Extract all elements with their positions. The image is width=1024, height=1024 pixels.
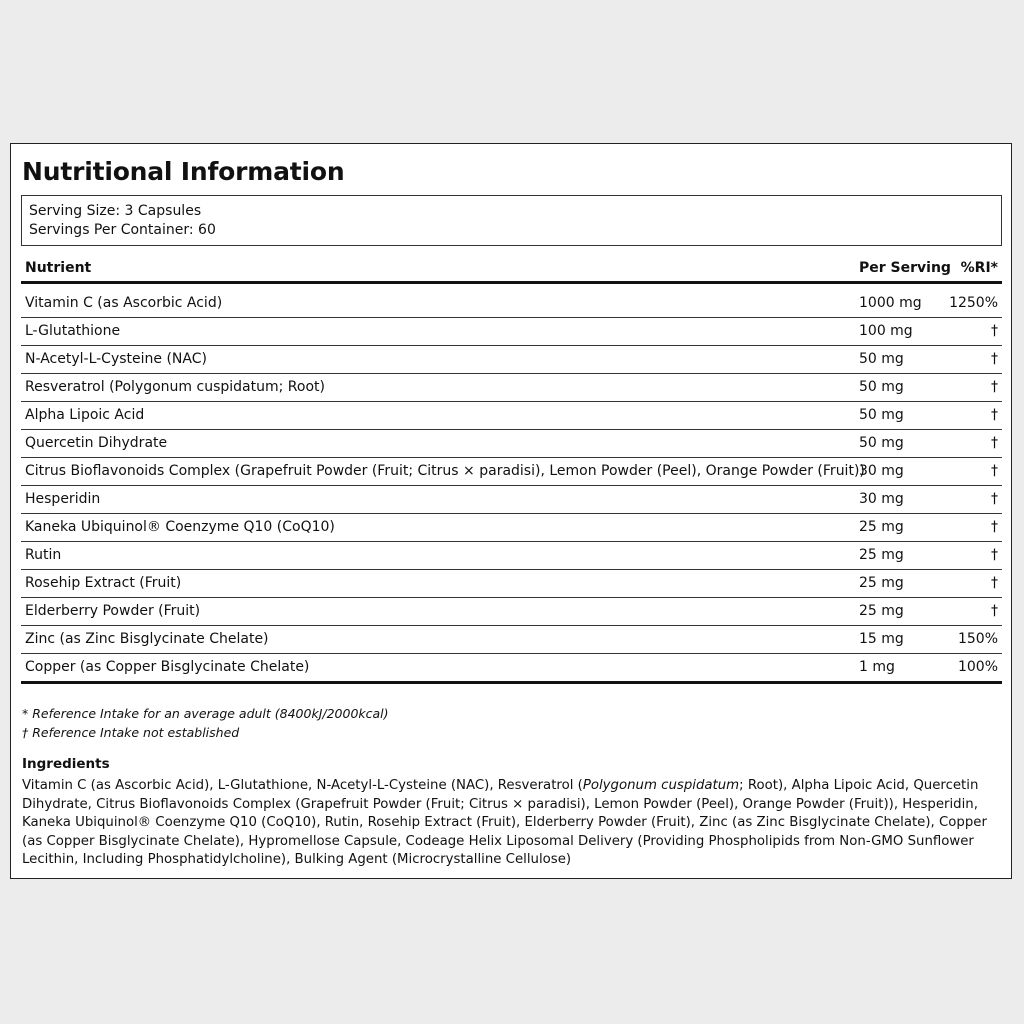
nutrient-amount: 1 mg [855,654,945,683]
table-header-row [21,256,1002,283]
nutrient-name: Copper (as Copper Bisglycinate Chelate) [21,654,855,683]
table-header [21,256,1002,283]
nutrient-ri: † [945,570,1002,598]
table-row [21,486,1002,514]
ingredients-italic-species: Polygonum cuspidatum [582,778,740,793]
table-body [21,283,1002,683]
nutrient-amount: 30 mg [855,486,945,514]
nutrient-table-wrapper [21,256,1002,684]
nutrient-name: Rosehip Extract (Fruit) [21,570,855,598]
nutrient-ri: 150% [945,626,1002,654]
table-row [21,346,1002,374]
header-nutrient: Nutrient [21,256,855,283]
nutrient-ri: † [945,402,1002,430]
table-row [21,402,1002,430]
ingredients-part-2: ; Root), Alpha Lipoic Acid, Quercetin Dihydrate, Citrus Bioflavonoids Complex (Grapefruit Powder (Fruit; Citrus × paradisi), Lemon Powder (Peel), Orange Powder (Fruit)), Hesperidin, Kaneka Ubiquinol® Coenzyme Q10 (CoQ10), Rutin, Rosehip Extract (Fruit), Elderberry Powder (Fruit), Zinc (as Zinc Bisglycinate Chelate), Copper (as Copper Bisglycinate Chelate), Hypromellose Capsule, Codeage Helix Liposomal Delivery (Providing Phospholipids from Non-GMO Sunflower Lecithin, Including Phosphatidylcholine), Bulking Agent (Microcrystalline Cellulose) [22,778,987,867]
table-spacer [21,283,1002,291]
nutrient-ri: † [945,346,1002,374]
nutrient-ri: 100% [945,654,1002,683]
footnote-not-established: † Reference Intake not established [22,724,240,740]
header-ri: %RI* [945,256,1002,283]
nutrient-amount: 1000 mg [855,290,945,318]
nutrient-ri: † [945,458,1002,486]
ingredients-part-1: Vitamin C (as Ascorbic Acid), L-Glutathione, N-Acetyl-L-Cysteine (NAC), Resveratrol ( [22,778,583,793]
nutrient-name: Resveratrol (Polygonum cuspidatum; Root) [21,374,855,402]
table-row [21,458,1002,486]
nutrient-name: L-Glutathione [21,318,855,346]
header-per-serving: Per Serving [855,256,945,283]
nutrient-name: Hesperidin [21,486,855,514]
nutrient-amount: 25 mg [855,598,945,626]
nutrient-amount: 25 mg [855,542,945,570]
ingredients-title: Ingredients [22,756,110,772]
table-row [21,626,1002,654]
nutrient-name: Vitamin C (as Ascorbic Acid) [21,290,855,318]
nutrient-ri: † [945,514,1002,542]
table-row [21,318,1002,346]
nutrient-amount: 50 mg [855,346,945,374]
nutrient-name: Zinc (as Zinc Bisglycinate Chelate) [21,626,855,654]
nutrient-name: Alpha Lipoic Acid [21,402,855,430]
nutrition-panel [10,143,1012,879]
table-row [21,654,1002,683]
nutrient-name: Elderberry Powder (Fruit) [21,598,855,626]
servings-per-container: Servings Per Container: 60 [29,222,216,238]
serving-info-box [21,195,1002,246]
table-row [21,570,1002,598]
table-row [21,290,1002,318]
nutrient-name: Citrus Bioflavonoids Complex (Grapefruit Powder (Fruit; Citrus × paradisi), Lemon Powder (Peel), Orange Powder (Fruit)) [21,458,855,486]
nutrient-name: Quercetin Dihydrate [21,430,855,458]
nutrient-amount: 50 mg [855,402,945,430]
footnote-reference-intake: * Reference Intake for an average adult (8400kJ/2000kcal) [22,706,389,721]
table-row [21,514,1002,542]
nutrient-ri: 1250% [945,290,1002,318]
nutrient-amount: 30 mg [855,458,945,486]
serving-size: Serving Size: 3 Capsules [29,203,202,219]
nutrient-ri: † [945,430,1002,458]
footnotes [22,705,389,742]
nutrient-amount: 100 mg [855,318,945,346]
table-row [21,430,1002,458]
table-row [21,374,1002,402]
nutrient-ri: † [945,318,1002,346]
nutrient-amount: 25 mg [855,514,945,542]
nutrient-amount: 50 mg [855,374,945,402]
nutrient-ri: † [945,598,1002,626]
table-row [21,598,1002,626]
nutrient-amount: 25 mg [855,570,945,598]
nutrient-amount: 15 mg [855,626,945,654]
nutrient-ri: † [945,374,1002,402]
nutrient-ri: † [945,542,1002,570]
page-title: Nutritional Information [22,157,345,186]
nutrient-ri: † [945,486,1002,514]
nutrient-amount: 50 mg [855,430,945,458]
nutrient-name: Kaneka Ubiquinol® Coenzyme Q10 (CoQ10) [21,514,855,542]
ingredients-text [22,777,1007,870]
nutrient-name: N-Acetyl-L-Cysteine (NAC) [21,346,855,374]
nutrient-table [21,256,1002,684]
table-row [21,542,1002,570]
spacer-cell [21,283,1002,291]
nutrient-name: Rutin [21,542,855,570]
